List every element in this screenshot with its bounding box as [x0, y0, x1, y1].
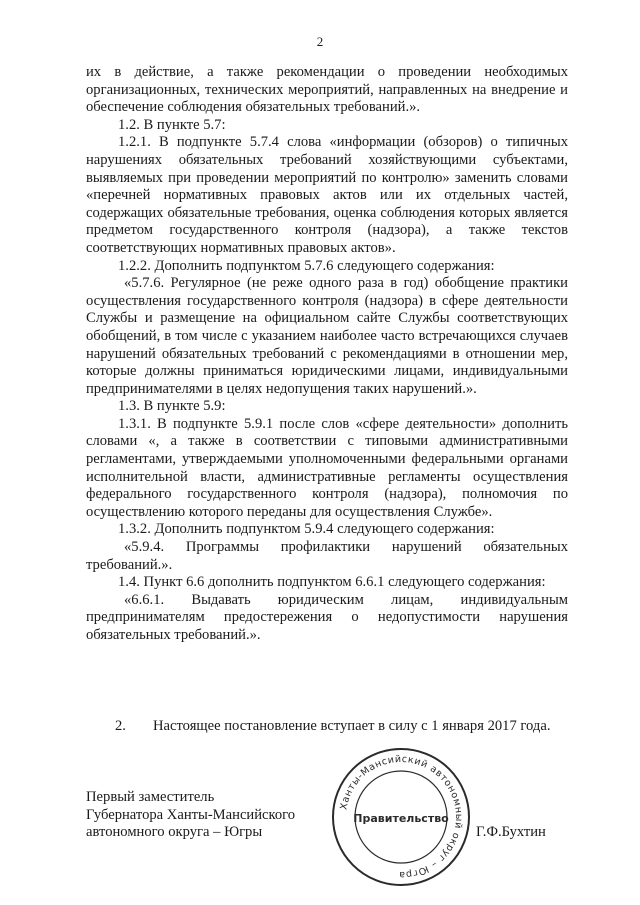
paragraph-5-7-6: «5.7.6. Регулярное (не реже одного раза в год) обобщение практики осуществления государственного контроля (надзора) в сфере деятельности Службы и размещение на официальном сайте Службы соответствующих обобщений, в том числе с указанием наиболее часто встречающихся случаев нарушений обязательных требований с рекомендациями в отношении мер, которые должны приниматься юридическими лицами, индивидуальными предпринимателями в целях недопущения таких нарушений.».	[86, 275, 568, 397]
document-body	[86, 64, 568, 645]
paragraph-1-3-2: 1.3.2. Дополнить подпунктом 5.9.4 следующего содержания:	[118, 521, 495, 538]
paragraph-1-2-1: 1.2.1. В подпункте 5.7.4 слова «информации (обзоров) о типичных нарушениях обязательных требований хозяйствующими субъектами, выявляемых при проведении мероприятий по контролю» заменить словами «перечней нормативных правовых актов или их отдельных частей, содержащих обязательные требования, оценка соблюдения которых является предметом государственного контроля (надзора), а также текстов соответствующих нормативных правовых актов».	[86, 134, 568, 256]
signature-block	[86, 789, 346, 842]
signer-position-line-3: автономного округа – Югры	[86, 824, 263, 841]
paragraph-6-6-1: «6.6.1. Выдавать юридическим лицам, индивидуальным предпринимателям предостережения о недопустимости нарушения обязательных требований.».	[86, 591, 568, 643]
signer-name: Г.Ф.Бухтин	[476, 824, 546, 840]
stamp-ring-text: Ханты-Мансийский автономный округ – Югра	[338, 753, 465, 881]
paragraph-5-9-4: «5.9.4. Программы профилактики нарушений обязательных требований.».	[86, 539, 568, 573]
signer-position-line-1: Первый заместитель	[86, 789, 215, 805]
paragraph-1-4: 1.4. Пункт 6.6 дополнить подпунктом 6.6.1 следующего содержания:	[118, 574, 546, 591]
paragraph-1-3: 1.3. В пункте 5.9:	[118, 398, 226, 415]
clause-2-text: Настоящее постановление вступает в силу с 1 января 2017 года.	[153, 718, 551, 734]
page-number: 2	[316, 34, 324, 49]
signer-position-line-2: Губернатора Ханты-Мансийского	[86, 806, 296, 823]
paragraph-1-3-1: 1.3.1. В подпункте 5.9.1 после слов «сфере деятельности» дополнить словами «, а также в соответствии с типовыми административными регламентами, утверждаемыми уполномоченными федеральными органами исполнительной власти, административные регламенты осуществления федерального государственного контроля (надзора), полномочия по осуществлению которого переданы для осуществления Службе».	[86, 415, 568, 520]
paragraph-continuation: их в действие, а также рекомендации о проведении необходимых организационных, технических мероприятий, направленных на внедрение и обеспечение соблюдения обязательных требований.».	[86, 64, 568, 116]
paragraph-1-2-2: 1.2.2. Дополнить подпунктом 5.7.6 следующего содержания:	[118, 257, 495, 274]
clause-2	[115, 718, 575, 736]
stamp-center-text: Правительство	[353, 812, 449, 825]
paragraph-1-2: 1.2. В пункте 5.7:	[118, 116, 226, 133]
official-stamp	[326, 742, 476, 892]
clause-2-number: 2.	[115, 718, 126, 734]
